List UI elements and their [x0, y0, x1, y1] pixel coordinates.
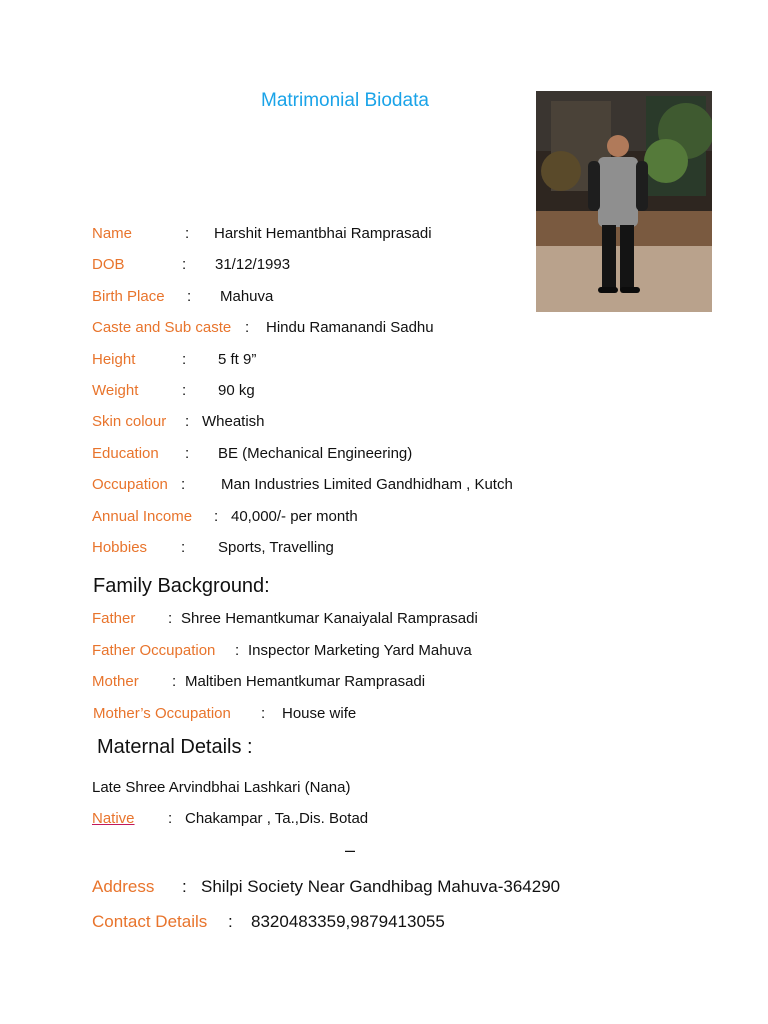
education-label: Education [92, 445, 159, 462]
dob-label: DOB [92, 256, 125, 273]
mother-value: Maltiben Hemantkumar Ramprasadi [185, 673, 426, 690]
dob-separator: : [182, 256, 187, 273]
father-occupation-value: Inspector Marketing Yard Mahuva [248, 642, 472, 659]
skin-colour-value: Wheatish [202, 413, 265, 430]
dob-value: 31/12/1993 [215, 256, 291, 273]
annual-income-label: Annual Income [92, 508, 193, 525]
name-value: Harshit Hemantbhai Ramprasadi [214, 225, 432, 242]
father-separator: : [168, 610, 173, 627]
name-separator: : [185, 225, 190, 242]
name-label: Name [92, 225, 133, 242]
occupation-separator: : [181, 476, 186, 493]
caste-label: Caste and Sub caste [92, 319, 232, 336]
contact-details-separator: : [228, 912, 233, 931]
annual-income-separator: : [214, 508, 219, 525]
father-label: Father [92, 610, 136, 627]
hobbies-separator: : [181, 539, 186, 556]
caste-value: Hindu Ramanandi Sadhu [266, 319, 434, 336]
family-heading: Family Background: [93, 575, 270, 597]
contact-details-value: 8320483359,9879413055 [251, 912, 445, 931]
skin-colour-separator: : [185, 413, 190, 430]
education-value: BE (Mechanical Engineering) [218, 445, 413, 462]
profile-photo [536, 91, 712, 312]
contact-details-label: Contact Details [92, 912, 208, 931]
address-value: Shilpi Society Near Gandhibag Mahuva-364290 [201, 877, 561, 896]
mother-separator: : [172, 673, 177, 690]
address-label: Address [92, 877, 155, 896]
skin-colour-label: Skin colour [92, 413, 167, 430]
annual-income-value: 40,000/- per month [231, 508, 358, 525]
birth-place-value: Mahuva [220, 288, 274, 305]
father-value: Shree Hemantkumar Kanaiyalal Ramprasadi [181, 610, 478, 627]
birth-place-separator: : [187, 288, 192, 305]
height-value: 5 ft 9” [218, 351, 257, 368]
page-title: Matrimonial Biodata [261, 90, 429, 111]
height-label: Height [92, 351, 136, 368]
caste-separator: : [245, 319, 250, 336]
height-separator: : [182, 351, 187, 368]
nana-name: Late Shree Arvindbhai Lashkari (Nana) [92, 779, 351, 796]
father-occupation-label: Father Occupation [92, 642, 216, 659]
address-separator: : [182, 877, 187, 896]
birth-place-label: Birth Place [92, 288, 165, 305]
education-separator: : [185, 445, 190, 462]
mother-label: Mother [92, 673, 139, 690]
mother-occupation-label: Mother’s Occupation [93, 705, 231, 722]
weight-value: 90 kg [218, 382, 255, 399]
maternal-heading: Maternal Details : [97, 736, 253, 758]
native-separator: : [168, 810, 173, 827]
native-label: Native [92, 810, 135, 827]
dash-mark: – [345, 840, 356, 860]
father-occupation-separator: : [235, 642, 240, 659]
mother-occupation-separator: : [261, 705, 266, 722]
hobbies-value: Sports, Travelling [218, 539, 334, 556]
native-value: Chakampar , Ta.,Dis. Botad [185, 810, 369, 827]
occupation-label: Occupation [92, 476, 168, 493]
weight-label: Weight [92, 382, 139, 399]
hobbies-label: Hobbies [92, 539, 148, 556]
profile-photo-image [536, 91, 712, 312]
mother-occupation-value: House wife [282, 705, 357, 722]
occupation-value: Man Industries Limited Gandhidham , Kutch [221, 476, 513, 493]
weight-separator: : [182, 382, 187, 399]
